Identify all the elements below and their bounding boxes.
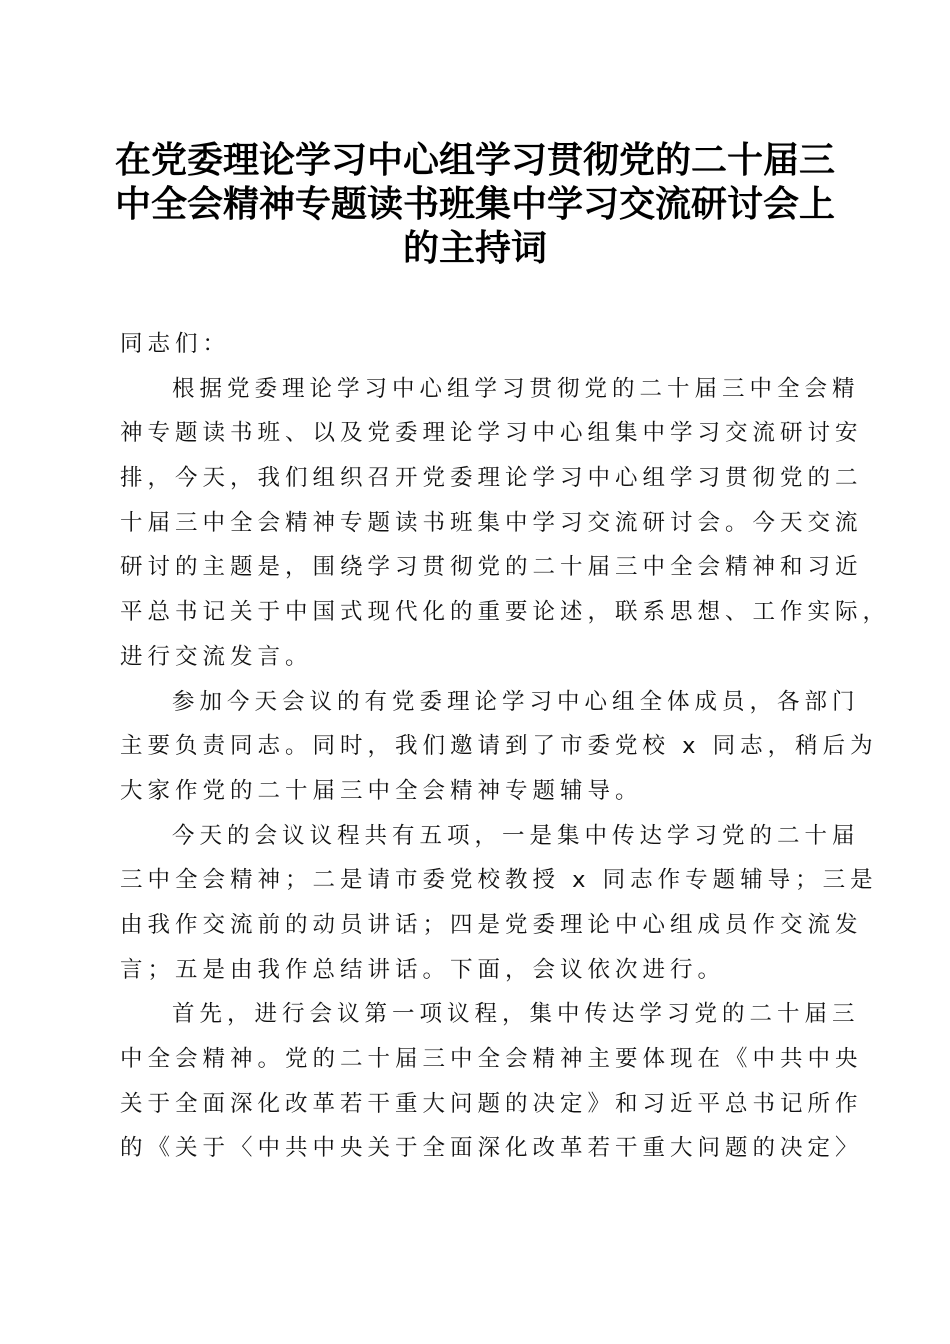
title-line-1: 在党委理论学习中心组学习贯彻党的二十届三 xyxy=(114,139,835,181)
paragraph-4-line-4: 的《关于〈中共中央关于全面深化改革若干重大问题的决定〉 xyxy=(120,1135,863,1162)
paragraph-4-line-1: 首先，进行会议第一项议程，集中传达学习党的二十届三 xyxy=(172,1001,860,1028)
paragraph-1-line-2: 神专题读书班、以及党委理论学习中心组集中学习交流研讨安 xyxy=(120,420,863,447)
paragraph-3-line-4: 言；五是由我作总结讲话。下面，会议依次进行。 xyxy=(120,956,726,983)
paragraph-1-line-5: 研讨的主题是，围绕学习贯彻党的二十届三中全会精神和习近 xyxy=(120,554,863,581)
paragraph-1-line-1: 根据党委理论学习中心组学习贯彻党的二十届三中全会精 xyxy=(172,375,860,402)
paragraph-1-line-7: 进行交流发言。 xyxy=(120,643,313,670)
paragraph-2-line-2: 主要负责同志。同时，我们邀请到了市委党校 x 同志，稍后为 xyxy=(120,733,878,760)
paragraph-3-line-1: 今天的会议议程共有五项，一是集中传达学习党的二十届 xyxy=(172,822,860,849)
paragraph-4-line-3: 关于全面深化改革若干重大问题的决定》和习近平总书记所作 xyxy=(120,1090,863,1117)
document-body xyxy=(120,322,891,1171)
paragraph-3-line-3: 由我作交流前的动员讲话；四是党委理论中心组成员作交流发 xyxy=(120,911,863,938)
paragraph-1-line-6: 平总书记关于中国式现代化的重要论述，联系思想、工作实际， xyxy=(120,599,891,626)
paragraph-1-line-3: 排，今天，我们组织召开党委理论学习中心组学习贯彻党的二 xyxy=(120,465,863,492)
title-line-3: 的主持词 xyxy=(402,227,547,269)
document-title xyxy=(100,138,850,270)
paragraph-1-line-4: 十届三中全会精神专题读书班集中学习交流研讨会。今天交流 xyxy=(120,509,863,536)
paragraph-3-line-2: 三中全会精神；二是请市委党校教授 x 同志作专题辅导；三是 xyxy=(120,867,878,894)
salutation: 同志们： xyxy=(120,331,231,357)
paragraph-2-line-1: 参加今天会议的有党委理论学习中心组全体成员，各部门 xyxy=(172,688,860,715)
title-line-2: 中全会精神专题读书班集中学习交流研讨会上 xyxy=(114,183,835,225)
paragraph-2-line-3: 大家作党的二十届三中全会精神专题辅导。 xyxy=(120,777,643,804)
paragraph-4-line-2: 中全会精神。党的二十届三中全会精神主要体现在《中共中央 xyxy=(120,1046,863,1072)
